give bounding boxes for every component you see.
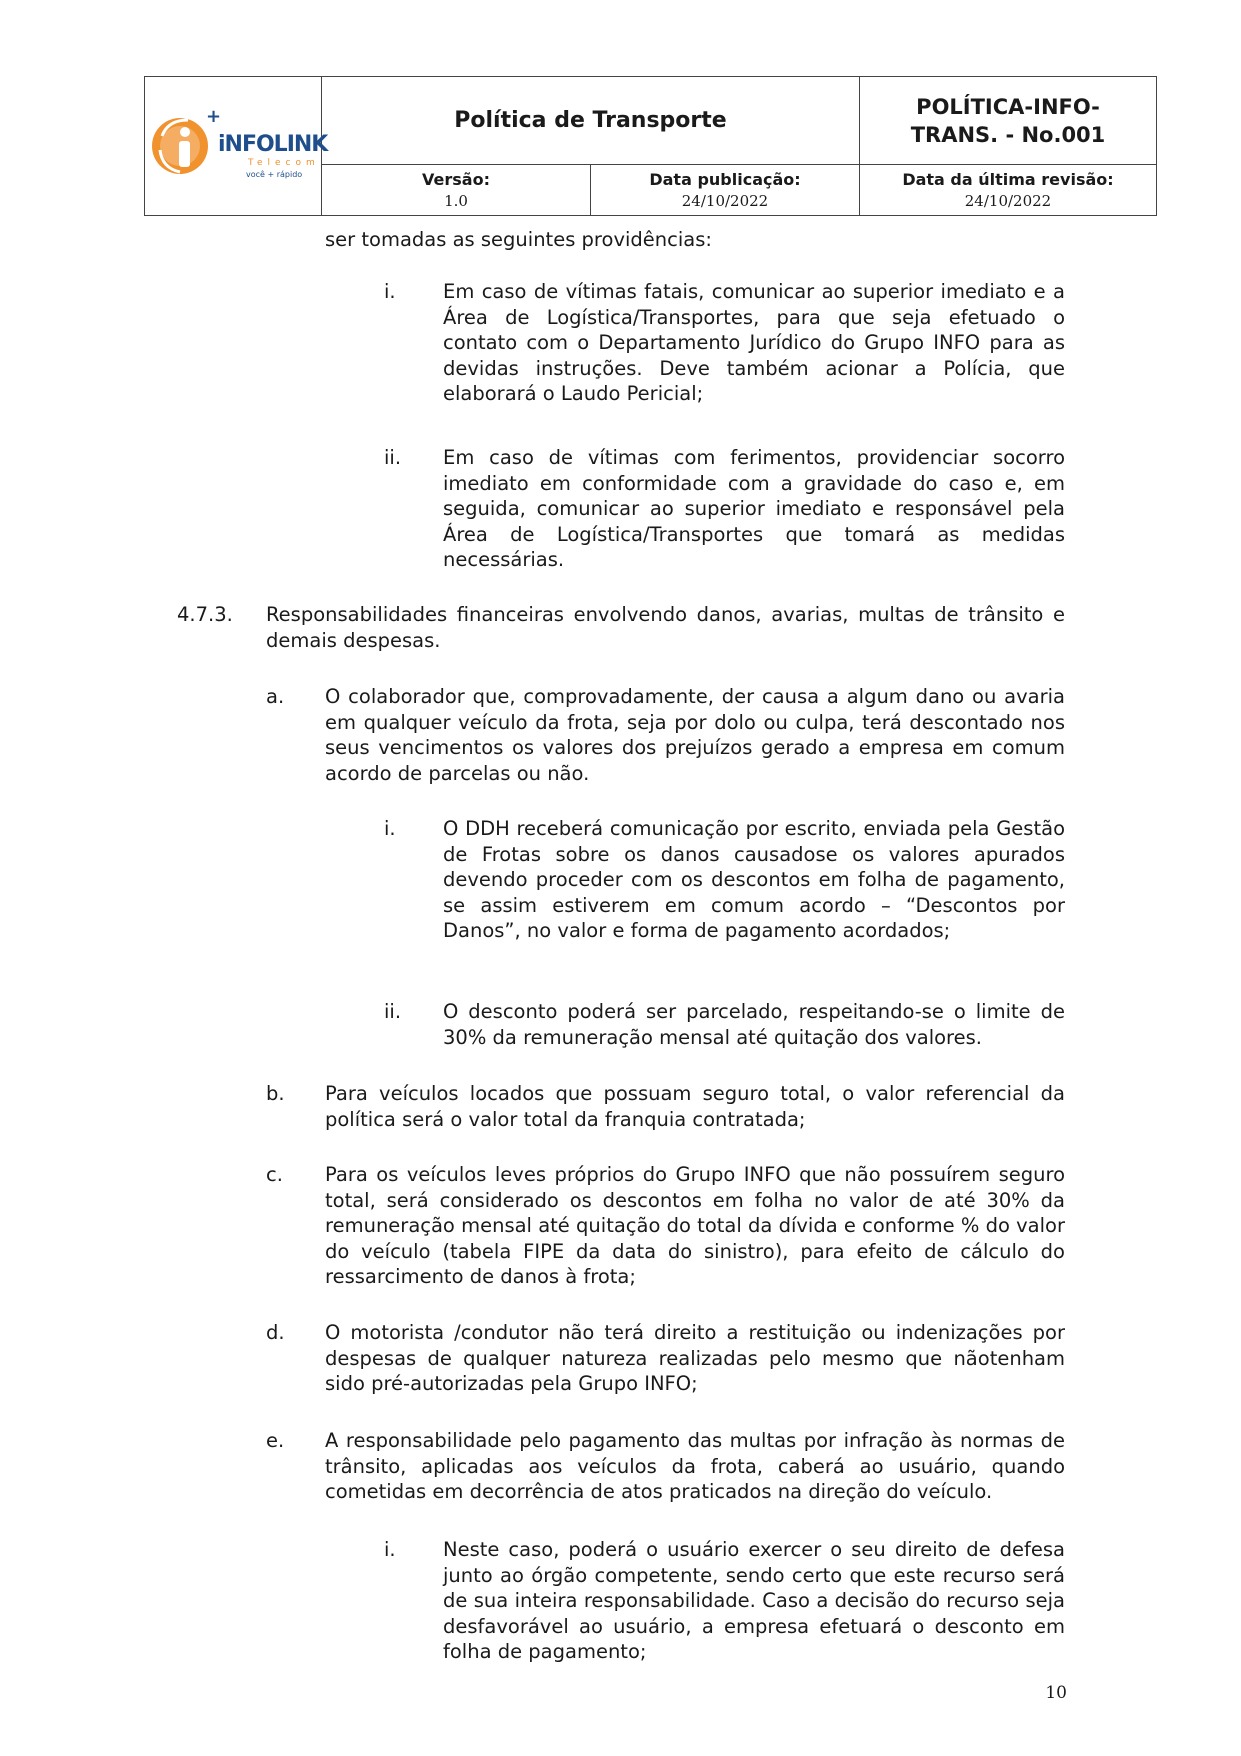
item-d-marker: d. [266, 1321, 285, 1344]
logo-sub: Telecom [248, 158, 320, 168]
top-item-2-marker: ii. [384, 446, 402, 469]
item-c-marker: c. [266, 1163, 283, 1186]
code-line-2: TRANS. - No.001 [910, 122, 1106, 147]
logo-tagline: você + rápido [246, 170, 303, 179]
item-b-marker: b. [266, 1082, 285, 1105]
infolink-logo [148, 106, 328, 186]
publication-label: Data publicação: [649, 170, 801, 189]
item-e-text: A responsabilidade pelo pagamento das multas por infração às normas de trânsito, aplicadas aos veículos da frota, caberá ao usuário, quando cometidas em decorrência de atos praticados na direção do veículo. [325, 1429, 1065, 1503]
code-line-1: POLÍTICA-INFO- [916, 94, 1100, 119]
version-label: Versão: [422, 170, 490, 189]
top-item-1-marker: i. [384, 280, 396, 303]
top-item-2-text: Em caso de vítimas com ferimentos, providenciar socorro imediato em conformidade com a gravidade do caso e, em seguida, comunicar ao superior imediato e responsável pela Área de Logística/Transportes que tomará as medidas necessárias. [443, 446, 1065, 571]
version-value: 1.0 [444, 192, 468, 210]
version-cell [322, 165, 591, 216]
section-title: Responsabilidades financeiras envolvendo danos, avarias, multas de trânsito e demais despesas. [266, 603, 1065, 652]
item-a-i-text: O DDH receberá comunicação por escrito, enviada pela Gestão de Frotas sobre os danos causadose os valores apurados devendo proceder com os descontos em folha de pagamento, se assim estiverem em comum acordo – “Descontos por Danos”, no valor e forma de pagamento acordados; [443, 817, 1065, 942]
section-number: 4.7.3. [177, 603, 233, 626]
document-title: Política de Transporte [322, 77, 860, 165]
svg-text:+: + [206, 106, 222, 127]
revision-cell [860, 165, 1157, 216]
revision-label: Data da última revisão: [902, 170, 1114, 189]
item-e-marker: e. [266, 1429, 285, 1452]
logo-brand: iNFOLINK [218, 132, 328, 157]
item-e-i-text: Neste caso, poderá o usuário exercer o seu direito de defesa junto ao órgão competente, sendo certo que este recurso será de sua inteira responsabilidade. Caso a decisão do recurso seja desfavorável ao usuário, a empresa efetuará o desconto em folha de pagamento; [443, 1538, 1065, 1663]
item-a-i-marker: i. [384, 817, 396, 840]
item-a-ii-marker: ii. [384, 1000, 402, 1023]
logo-cell [145, 77, 328, 216]
item-a-ii-text: O desconto poderá ser parcelado, respeitando-se o limite de 30% da remuneração mensal até quitação dos valores. [443, 1000, 1065, 1049]
publication-value: 24/10/2022 [681, 192, 769, 210]
intro-line: ser tomadas as seguintes providências: [325, 228, 712, 251]
item-a-marker: a. [266, 685, 285, 708]
top-item-1-text: Em caso de vítimas fatais, comunicar ao superior imediato e a Área de Logística/Transportes, para que seja efetuado o contato com o Departamento Jurídico do Grupo INFO para as devidas instruções. Deve também acionar a Polícia, que elaborará o Laudo Pericial; [443, 280, 1065, 405]
item-e-i-marker: i. [384, 1538, 396, 1561]
item-b-text: Para veículos locados que possuam seguro total, o valor referencial da política será o valor total da franquia contratada; [325, 1082, 1065, 1131]
publication-cell [591, 165, 860, 216]
page-number: 10 [1045, 1683, 1067, 1703]
item-a-text: O colaborador que, comprovadamente, der causa a algum dano ou avaria em qualquer veículo da frota, seja por dolo ou culpa, terá descontado nos seus vencimentos os valores dos prejuízos gerado a empresa em comum acordo de parcelas ou não. [325, 685, 1065, 785]
document-code [860, 77, 1157, 165]
item-c-text: Para os veículos leves próprios do Grupo INFO que não possuírem seguro total, será considerado os descontos em folha no valor de até 30% da remuneração mensal até quitação do total da dívida e conforme % do valor do veículo (tabela FIPE da data do sinistro), para efeito de cálculo do ressarcimento de danos à frota; [325, 1163, 1065, 1288]
item-d-text: O motorista /condutor não terá direito a restituição ou indenizações por despesas de qualquer natureza realizadas pelo mesmo que nãotenham sido pré-autorizadas pela Grupo INFO; [325, 1321, 1065, 1395]
revision-value: 24/10/2022 [964, 192, 1052, 210]
document-header [144, 76, 1157, 216]
